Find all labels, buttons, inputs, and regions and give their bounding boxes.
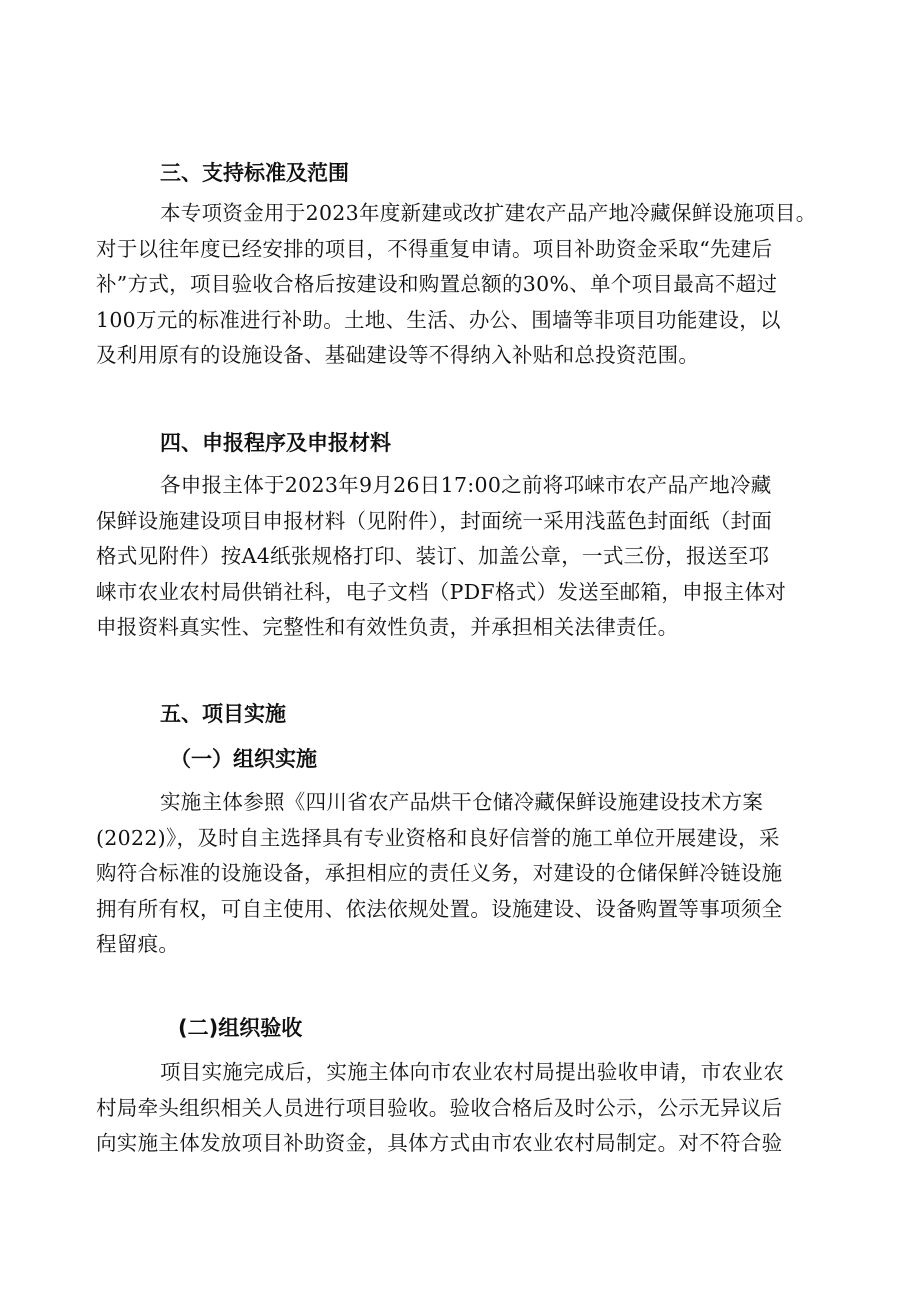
section-3-line-3: 补”方式，项目验收合格后按建设和购置总额的30%、单个项目最高不超过 xyxy=(96,272,778,296)
section-3-heading: 三、支持标准及范围 xyxy=(160,161,349,185)
section-5-heading: 五、项目实施 xyxy=(160,702,286,726)
section-4-heading: 四、申报程序及申报材料 xyxy=(160,431,391,455)
section-5-1-line-1: 实施主体参照《四川省农产品烘干仓储冷藏保鲜设施建设技术方案 xyxy=(160,790,764,814)
section-3-line-1: 本专项资金用于2023年度新建或改扩建农产品产地冷藏保鲜设施项目。 xyxy=(160,201,817,225)
section-5-1-line-3: 购符合标准的设施设备，承担相应的责任义务，对建设的仓储保鲜冷链设施 xyxy=(96,861,783,885)
section-5-2-line-1: 项目实施完成后，实施主体向市农业农村局提出验收申请，市农业农 xyxy=(160,1060,784,1084)
section-3-line-2: 对于以往年度已经安排的项目，不得重复申请。项目补助资金采取“先建后 xyxy=(96,236,773,261)
section-4-line-4: 崃市农业农村局供销社科，电子文档（PDF格式）发送至邮箱，申报主体对 xyxy=(96,579,787,604)
section-4-body xyxy=(96,468,826,646)
section-5-2-heading: (二)组织验收 xyxy=(178,1016,303,1040)
section-5-2-body xyxy=(96,1055,826,1162)
section-4-line-5: 申报资料真实性、完整性和有效性负责，并承担相关法律责任。 xyxy=(96,615,679,639)
section-5-2-line-3: 向实施主体发放项目补助资金，具体方式由市农业农村局制定。对不符合验 xyxy=(96,1131,783,1155)
section-3-line-5: 及利用原有的设施设备、基础建设等不得纳入补贴和总投资范围。 xyxy=(96,343,700,367)
section-3-body xyxy=(96,196,826,374)
section-4-line-1: 各申报主体于2023年9月26日17:00之前将邛崃市农产品产地冷藏 xyxy=(160,473,772,497)
section-5-1-body xyxy=(96,785,826,963)
section-5-2-line-2: 村局牵头组织相关人员进行项目验收。验收合格后及时公示，公示无异议后 xyxy=(96,1095,783,1120)
section-3-line-4: 100万元的标准进行补助。土地、生活、办公、围墙等非项目功能建设，以 xyxy=(96,307,781,332)
section-5-1-line-4: 拥有所有权，可自主使用、依法依规处置。设施建设、设备购置等事项须全 xyxy=(96,896,783,921)
section-5-1-line-5: 程留痕。 xyxy=(96,932,180,956)
section-4-line-3: 格式见附件）按A4纸张规格打印、装订、加盖公章，一式三份，报送至邛 xyxy=(96,544,770,568)
section-5-1-line-2: (2022)》，及时自主选择具有专业资格和良好信誉的施工单位开展建设，采 xyxy=(96,825,780,850)
section-5-1-heading: （一）组织实施 xyxy=(170,747,317,771)
section-4-line-2: 保鲜设施建设项目申报材料（见附件），封面统一采用浅蓝色封面纸（封面 xyxy=(96,508,773,533)
